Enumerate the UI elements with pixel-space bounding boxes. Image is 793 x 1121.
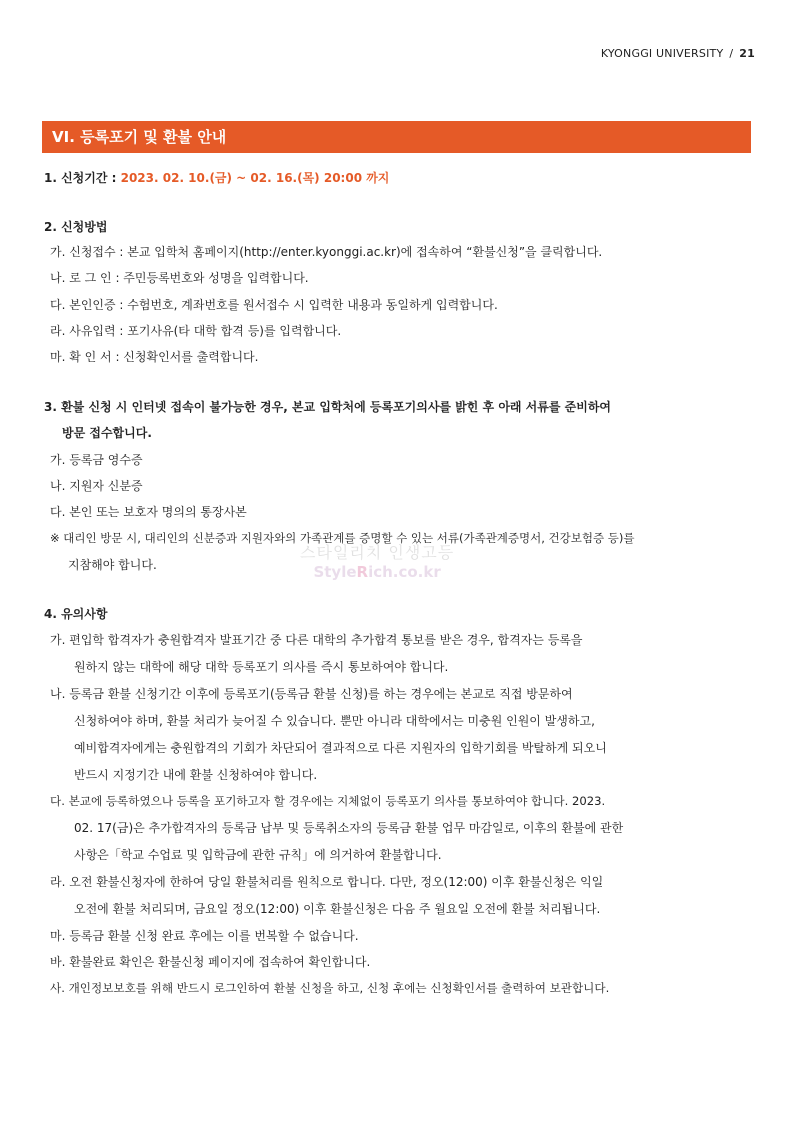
document-line-1: 가. 등록금 영수증 — [50, 453, 143, 467]
watermark-korean: 스타일리치 인생고등 — [300, 543, 455, 562]
method-line-4: 라. 사유입력 : 포기사유(타 대학 합격 등)를 입력합니다. — [50, 324, 342, 338]
method-line-2: 나. 로 그 인 : 주민등록번호와 성명을 입력합니다. — [50, 271, 309, 285]
precaution-line-10: 라. 오전 환불신청자에 한하여 당일 환불처리를 원칙으로 합니다. 다만, 정오(12:00) 이후 환불신청은 익일 — [50, 875, 604, 889]
precaution-line-6: 반드시 지정기간 내에 환불 신청하여야 합니다. — [74, 768, 318, 782]
method-line-5: 마. 확 인 서 : 신청확인서를 출력합니다. — [50, 350, 259, 364]
precautions-title: 4. 유의사항 — [44, 607, 108, 621]
proxy-note-line-2: 지참해야 합니다. — [68, 558, 157, 572]
section-title: VI. 등록포기 및 환불 안내 — [52, 128, 227, 146]
precaution-line-13: 바. 환불완료 확인은 환불신청 페이지에 접속하여 확인합니다. — [50, 955, 371, 969]
precaution-line-4: 신청하여야 하며, 환불 처리가 늦어질 수 있습니다. 뿐만 아니라 대학에서는 미충원 인원이 발생하고, — [74, 714, 595, 728]
watermark-brand-c: ich.co.kr — [368, 563, 441, 581]
method-line-3: 다. 본인인증 : 수험번호, 계좌번호를 원서접수 시 입력한 내용과 동일하게 입력합니다. — [50, 298, 498, 312]
proxy-note-line-1: ※ 대리인 방문 시, 대리인의 신분증과 지원자와의 가족관계를 증명할 수 있는 서류(가족관계증명서, 건강보험증 등)를 — [50, 531, 635, 545]
application-period — [44, 169, 389, 186]
application-method-title: 2. 신청방법 — [44, 220, 108, 234]
section-title-bar — [42, 121, 751, 153]
header-separator: / — [729, 47, 734, 60]
document-line-2: 나. 지원자 신분증 — [50, 479, 143, 493]
precaution-line-9: 사항은「학교 수업료 및 입학금에 관한 규칙」에 의거하여 환불합니다. — [74, 848, 442, 862]
precaution-line-2: 원하지 않는 대학에 해당 대학 등록포기 의사를 즉시 통보하여야 합니다. — [74, 660, 449, 674]
page-number: 21 — [739, 47, 755, 60]
visit-notice-title-1: 3. 환불 신청 시 인터넷 접속이 불가능한 경우, 본교 입학처에 등록포기의사를 밝힌 후 아래 서류를 준비하여 — [44, 400, 612, 414]
precaution-line-3: 나. 등록금 환불 신청기간 이후에 등록포기(등록금 환불 신청)를 하는 경우에는 본교로 직접 방문하여 — [50, 687, 573, 701]
precaution-line-11: 오전에 환불 처리되며, 금요일 정오(12:00) 이후 환불신청은 다음 주 월요일 오전에 환불 처리됩니다. — [74, 902, 601, 916]
precaution-line-8: 02. 17(금)은 추가합격자의 등록금 납부 및 등록취소자의 등록금 환불 업무 마감일로, 이후의 환불에 관한 — [74, 821, 624, 835]
watermark-brand-b: R — [356, 563, 369, 581]
precaution-line-14: 사. 개인정보보호를 위해 반드시 로그인하여 환불 신청을 하고, 신청 후에는 신청확인서를 출력하여 보관합니다. — [50, 981, 610, 995]
application-period-label: 1. 신청기간 : — [44, 171, 121, 185]
watermark-brand — [300, 563, 454, 581]
precaution-line-1: 가. 편입학 합격자가 충원합격자 발표기간 중 다른 대학의 추가합격 통보를 받은 경우, 합격자는 등록을 — [50, 633, 583, 647]
application-period-value: 2023. 02. 10.(금) ~ 02. 16.(목) 20:00 까지 — [120, 171, 390, 185]
watermark-brand-a: Style — [313, 563, 357, 581]
visit-notice-title-2: 방문 접수합니다. — [62, 426, 152, 440]
precaution-line-5: 예비합격자에게는 충원합격의 기회가 차단되어 결과적으로 다른 지원자의 입학기회를 박탈하게 되오니 — [74, 741, 607, 755]
page-header — [601, 47, 755, 60]
watermark-logo — [300, 540, 454, 581]
precaution-line-12: 마. 등록금 환불 신청 완료 후에는 이를 번복할 수 없습니다. — [50, 929, 359, 943]
method-line-1: 가. 신청접수 : 본교 입학처 홈페이지(http://enter.kyonggi.ac.kr)에 접속하여 “환불신청”을 클릭합니다. — [50, 245, 603, 259]
precaution-line-7: 다. 본교에 등록하였으나 등록을 포기하고자 할 경우에는 지체없이 등록포기 의사를 통보하여야 합니다. 2023. — [50, 794, 606, 808]
document-line-3: 다. 본인 또는 보호자 명의의 통장사본 — [50, 505, 247, 519]
university-name: KYONGGI UNIVERSITY — [600, 47, 724, 60]
